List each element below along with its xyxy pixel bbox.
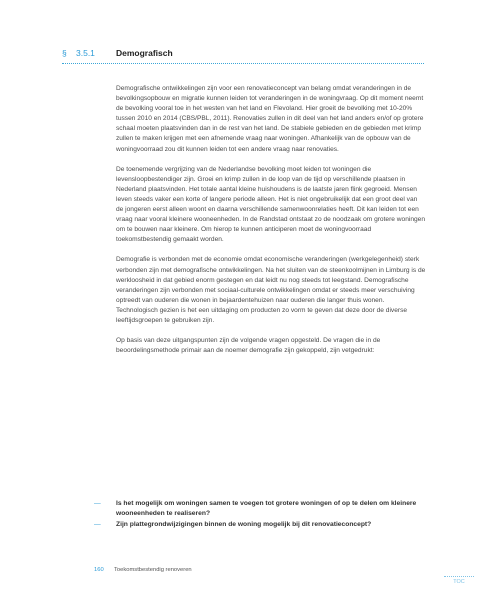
question-item <box>94 520 426 530</box>
section-header <box>62 48 424 64</box>
page-footer <box>94 567 192 573</box>
toc-link[interactable]: TOC <box>444 576 474 585</box>
question-item <box>94 499 426 519</box>
question-list <box>94 499 426 531</box>
page-number: 160 <box>94 567 104 573</box>
book-title: Toekomstbestendig renoveren <box>114 567 192 573</box>
section-number: 3.5.1 <box>76 48 95 58</box>
dash-icon: — <box>94 521 101 528</box>
section-mark: § <box>62 48 67 58</box>
body-text <box>116 84 426 366</box>
paragraph-4: Op basis van deze uitgangspunten zijn de volgende vragen opgesteld. De vragen die in de beoordelingsmethode primair aan de noemer demografie zijn gekoppeld, zijn vetgedrukt: <box>116 337 381 355</box>
question-text: Is het mogelijk om woningen samen te voegen tot grotere woningen of op te delen om kleinere wooneenheden te realiseren? <box>116 500 417 517</box>
question-text: Zijn plattegrondwijzigingen binnen de woning mogelijk bij dit renovatieconcept? <box>116 521 372 528</box>
paragraph-2: De toenemende vergrijzing van de Nederlandse bevolking moet leiden tot woningen die levensloopbestendiger zijn. Groei en krimp zullen in de loop van de tijd op verschillende plaatsen in Nederland plaatsvinden. Het totale aantal kleine huishoudens is de laatste jaren flink gegroeid. Mensen leven steeds vaker een korte of langere periode alleen. Het is niet ongebruikelijk dat een groot deel van de jongeren eerst alleen woont en daarna verschillende samenwoonrelaties heeft. Dit kan leiden tot een vraag naar vooral kleinere wooneenheden. In de Randstad ontstaat zo de noodzaak om grotere woningen om te bouwen naar kleinere. Om hierop te kunnen anticiperen moet de woningvoorraad toekomstbestendig gemaakt worden. <box>116 165 426 244</box>
dash-icon: — <box>94 500 101 507</box>
paragraph-1: Demografische ontwikkelingen zijn voor een renovatieconcept van belang omdat veranderingen in de bevolkingsopbouw en migratie kunnen leiden tot veranderingen in de woningvraag. Op dit moment neemt de bevolking vooral toe in het westen van het land en Flevoland. Hier groeit de bevolking met 10-20% tussen 2010 en 2014 (CBS/PBL, 2011). Renovaties zullen in dit deel van het land anders en/of op grotere schaal moeten plaatsvinden dan in de rest van het land. De stabiele gebieden en de gebieden met krimp zullen te maken krijgen met een afnemende vraag naar woningen. Afhankelijk van de opbouw van de woningvoorraad zou dit kunnen leiden tot een andere vraag naar renovaties. <box>116 85 424 153</box>
section-title: Demografisch <box>116 48 173 58</box>
paragraph-3: Demografie is verbonden met de economie omdat economische veranderingen (werkgelegenheid) sterk verbonden zijn met demografische ontwikkelingen. Na het sluiten van de steenkoolmijnen in Limburg is de werkloosheid in dat gebied enorm gestegen en dat leidt nu nog steeds tot leegstand. Demografische veranderingen zijn verbonden met sociaal-culturele ontwikkelingen omdat er steeds meer verschuiving optreedt van ouderen die wonen in bejaardentehuizen naar ouderen die langer thuis wonen. Technologisch gezien is het een uitdaging om producten zo vorm te geven dat deze door de diverse leeftijdsgroepen te gebruiken zijn. <box>116 256 426 324</box>
